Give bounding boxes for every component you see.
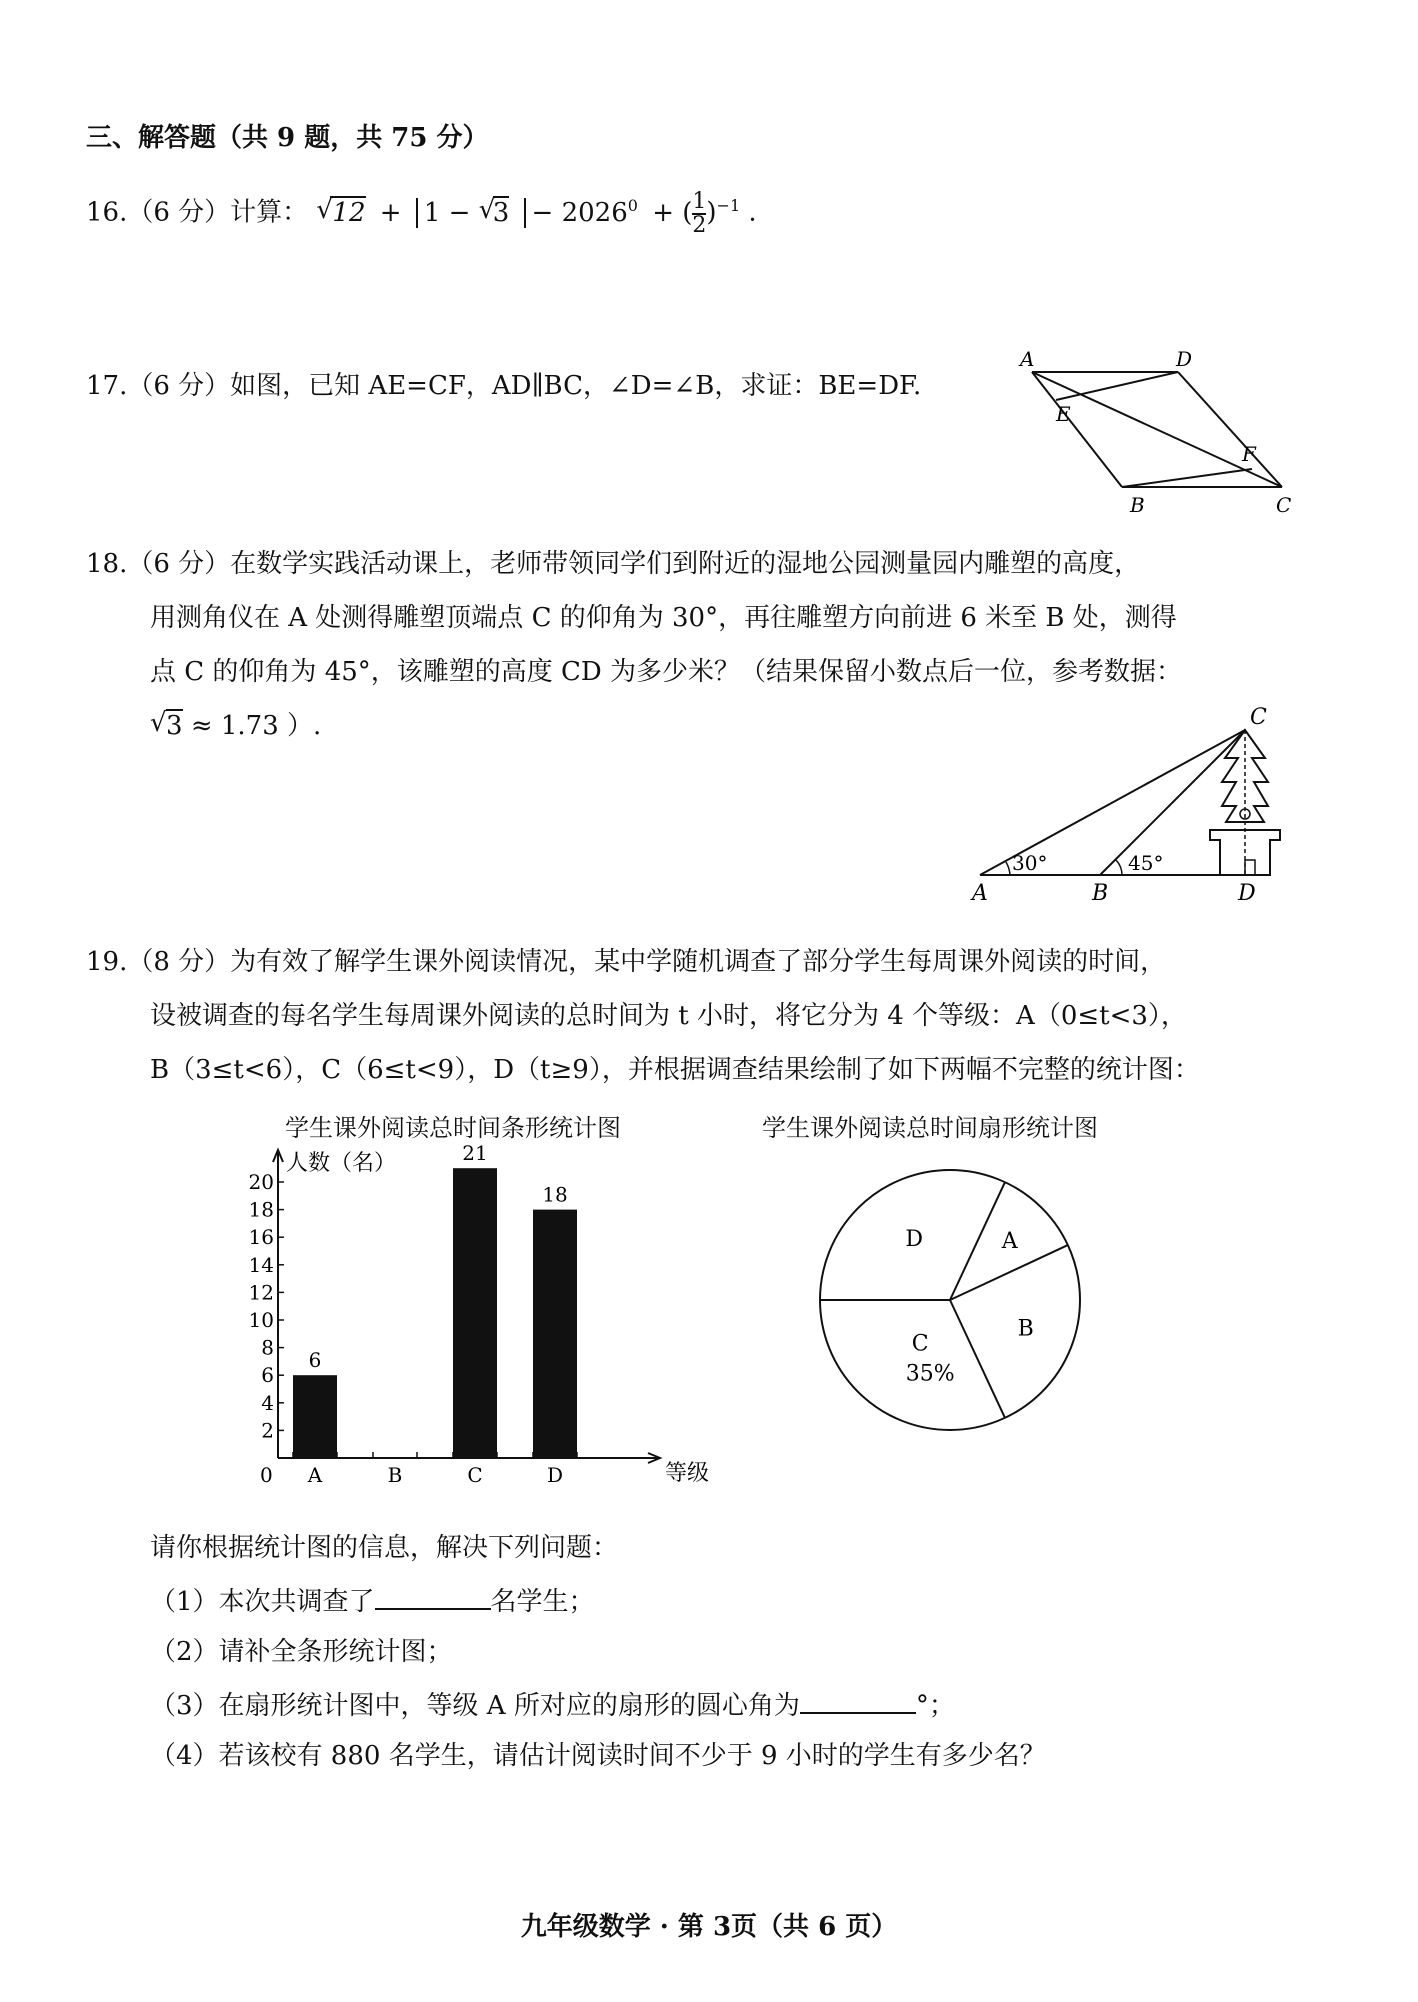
label-C: C xyxy=(1276,493,1292,517)
pie-slice-label-A: A xyxy=(1001,1229,1018,1255)
q16-fraction: $\frac{1}{2}$ xyxy=(692,188,707,238)
label-A: A xyxy=(1020,347,1035,371)
q16-sqrt12: √ 12 xyxy=(316,194,366,228)
q19-sub4: （4）若该校有 880 名学生，请估计阅读时间不少于 9 小时的学生有多少名？ xyxy=(150,1741,1046,1771)
label-C: C xyxy=(1250,705,1267,730)
pie-divider xyxy=(950,1182,1005,1300)
bar-A xyxy=(293,1375,337,1458)
q18-line3: 点 C 的仰角为 45°，该雕塑的高度 CD 为多少米？（结果保留小数点后一位，参考数据： xyxy=(150,657,1183,687)
q18-line2: 用测角仪在 A 处测得雕塑顶端点 C 的仰角为 30°，再往雕塑方向前进 6 米至 B 处，测得 xyxy=(150,603,1177,633)
x-axis-label: 等级 xyxy=(665,1461,710,1486)
y-axis-label: 人数（名） xyxy=(286,1151,397,1176)
q19-line3: B（3≤t<6），C（6≤t<9），D（t≥9），并根据调查结果绘制了如下两幅不完整的统计图： xyxy=(150,1055,1200,1085)
q18-line4: √ 3 ≈ 1.73 ）. xyxy=(150,708,322,741)
x-tick-label-C: C xyxy=(467,1463,483,1487)
bar-D xyxy=(533,1210,577,1458)
q19-sub3: （3）在扇形统计图中，等级 A 所对应的扇形的圆心角为 °； xyxy=(150,1688,955,1722)
section-title: 三、解答题（共 9 题，共 75 分） xyxy=(86,123,489,153)
y-tick-label: 12 xyxy=(248,1280,274,1305)
y-tick-label: 8 xyxy=(261,1335,274,1360)
question-17-text: 17.（6 分）如图，已知 AE=CF，AD∥BC，∠D=∠B，求证：BE=DF. xyxy=(86,371,922,401)
q19-sub1: （1）本次共调查了 名学生； xyxy=(150,1584,595,1618)
label-D: D xyxy=(1238,881,1256,906)
label-B: B xyxy=(1092,881,1109,906)
y-tick-label: 20 xyxy=(248,1170,274,1194)
pie-slice-label-C: C xyxy=(911,1331,929,1357)
data-label-D: 18 xyxy=(542,1182,568,1207)
q18-line1: 18.（6 分）在数学实践活动课上，老师带领同学们到附近的湿地公园测量园内雕塑的高度， xyxy=(86,549,1141,579)
pie-slice-percent-C: 35% xyxy=(905,1361,955,1387)
y-tick-label: 4 xyxy=(261,1390,274,1415)
bar-chart xyxy=(230,1140,710,1510)
angle-30-label: 30° xyxy=(1012,851,1048,875)
bar-C xyxy=(453,1168,497,1458)
x-tick-label-B: B xyxy=(387,1463,403,1487)
q19-sub2: （2）请补全条形统计图； xyxy=(150,1637,453,1667)
pie-chart xyxy=(800,1150,1100,1450)
q16-abs-value: 1 − √ 3 xyxy=(416,198,526,228)
label-F: F xyxy=(1242,442,1256,466)
label-B: B xyxy=(1130,493,1145,517)
pie-chart-title: 学生课外阅读总时间扇形统计图 xyxy=(762,1114,1098,1142)
q18-sculpture-figure xyxy=(960,700,1320,910)
origin-label: 0 xyxy=(260,1463,273,1487)
answer-blank-3[interactable] xyxy=(800,1688,916,1714)
label-E: E xyxy=(1056,402,1071,426)
q16-number: 16.（6 分）计算： xyxy=(86,197,309,228)
label-A: A xyxy=(972,881,988,906)
q19-line2: 设被调查的每名学生每周课外阅读的总时间为 t 小时，将它分为 4 个等级：A（0≤t<3）， xyxy=(150,1001,1187,1031)
y-tick-label: 2 xyxy=(261,1418,274,1443)
label-D: D xyxy=(1176,347,1193,371)
q16-year: − 2026 xyxy=(531,197,628,228)
pie-slice-label-B: B xyxy=(1017,1316,1034,1342)
question-16: 16.（6 分）计算： √ 12 + 1 − √ $3 - 2026^0$ + ( $\frac{1}{2}$ )$^{-1}$ . xyxy=(86,188,757,238)
data-label-C: 21 xyxy=(462,1141,488,1166)
y-tick-label: 10 xyxy=(248,1308,274,1332)
y-tick-label: 6 xyxy=(261,1363,274,1388)
q19-prompt: 请你根据统计图的信息，解决下列问题： xyxy=(150,1533,619,1563)
y-tick-label: 18 xyxy=(248,1197,274,1222)
bar-chart-title: 学生课外阅读总时间条形统计图 xyxy=(285,1114,621,1142)
pie-divider xyxy=(950,1300,1005,1418)
y-tick-label: 14 xyxy=(248,1252,274,1277)
page-footer: 九年级数学 · 第 3页（共 6 页） xyxy=(520,1912,898,1942)
x-tick-label-A: A xyxy=(307,1463,323,1487)
q19-line1: 19.（8 分）为有效了解学生课外阅读情况，某中学随机调查了部分学生每周课外阅读的时间， xyxy=(86,947,1167,977)
q17-parallelogram-figure xyxy=(1020,347,1310,517)
answer-blank-1[interactable] xyxy=(375,1584,491,1610)
y-tick-label: 16 xyxy=(248,1225,274,1250)
angle-45-label: 45° xyxy=(1128,851,1164,875)
pie-slice-label-D: D xyxy=(905,1227,924,1253)
x-tick-label-D: D xyxy=(546,1463,564,1487)
data-label-A: 6 xyxy=(308,1348,322,1373)
